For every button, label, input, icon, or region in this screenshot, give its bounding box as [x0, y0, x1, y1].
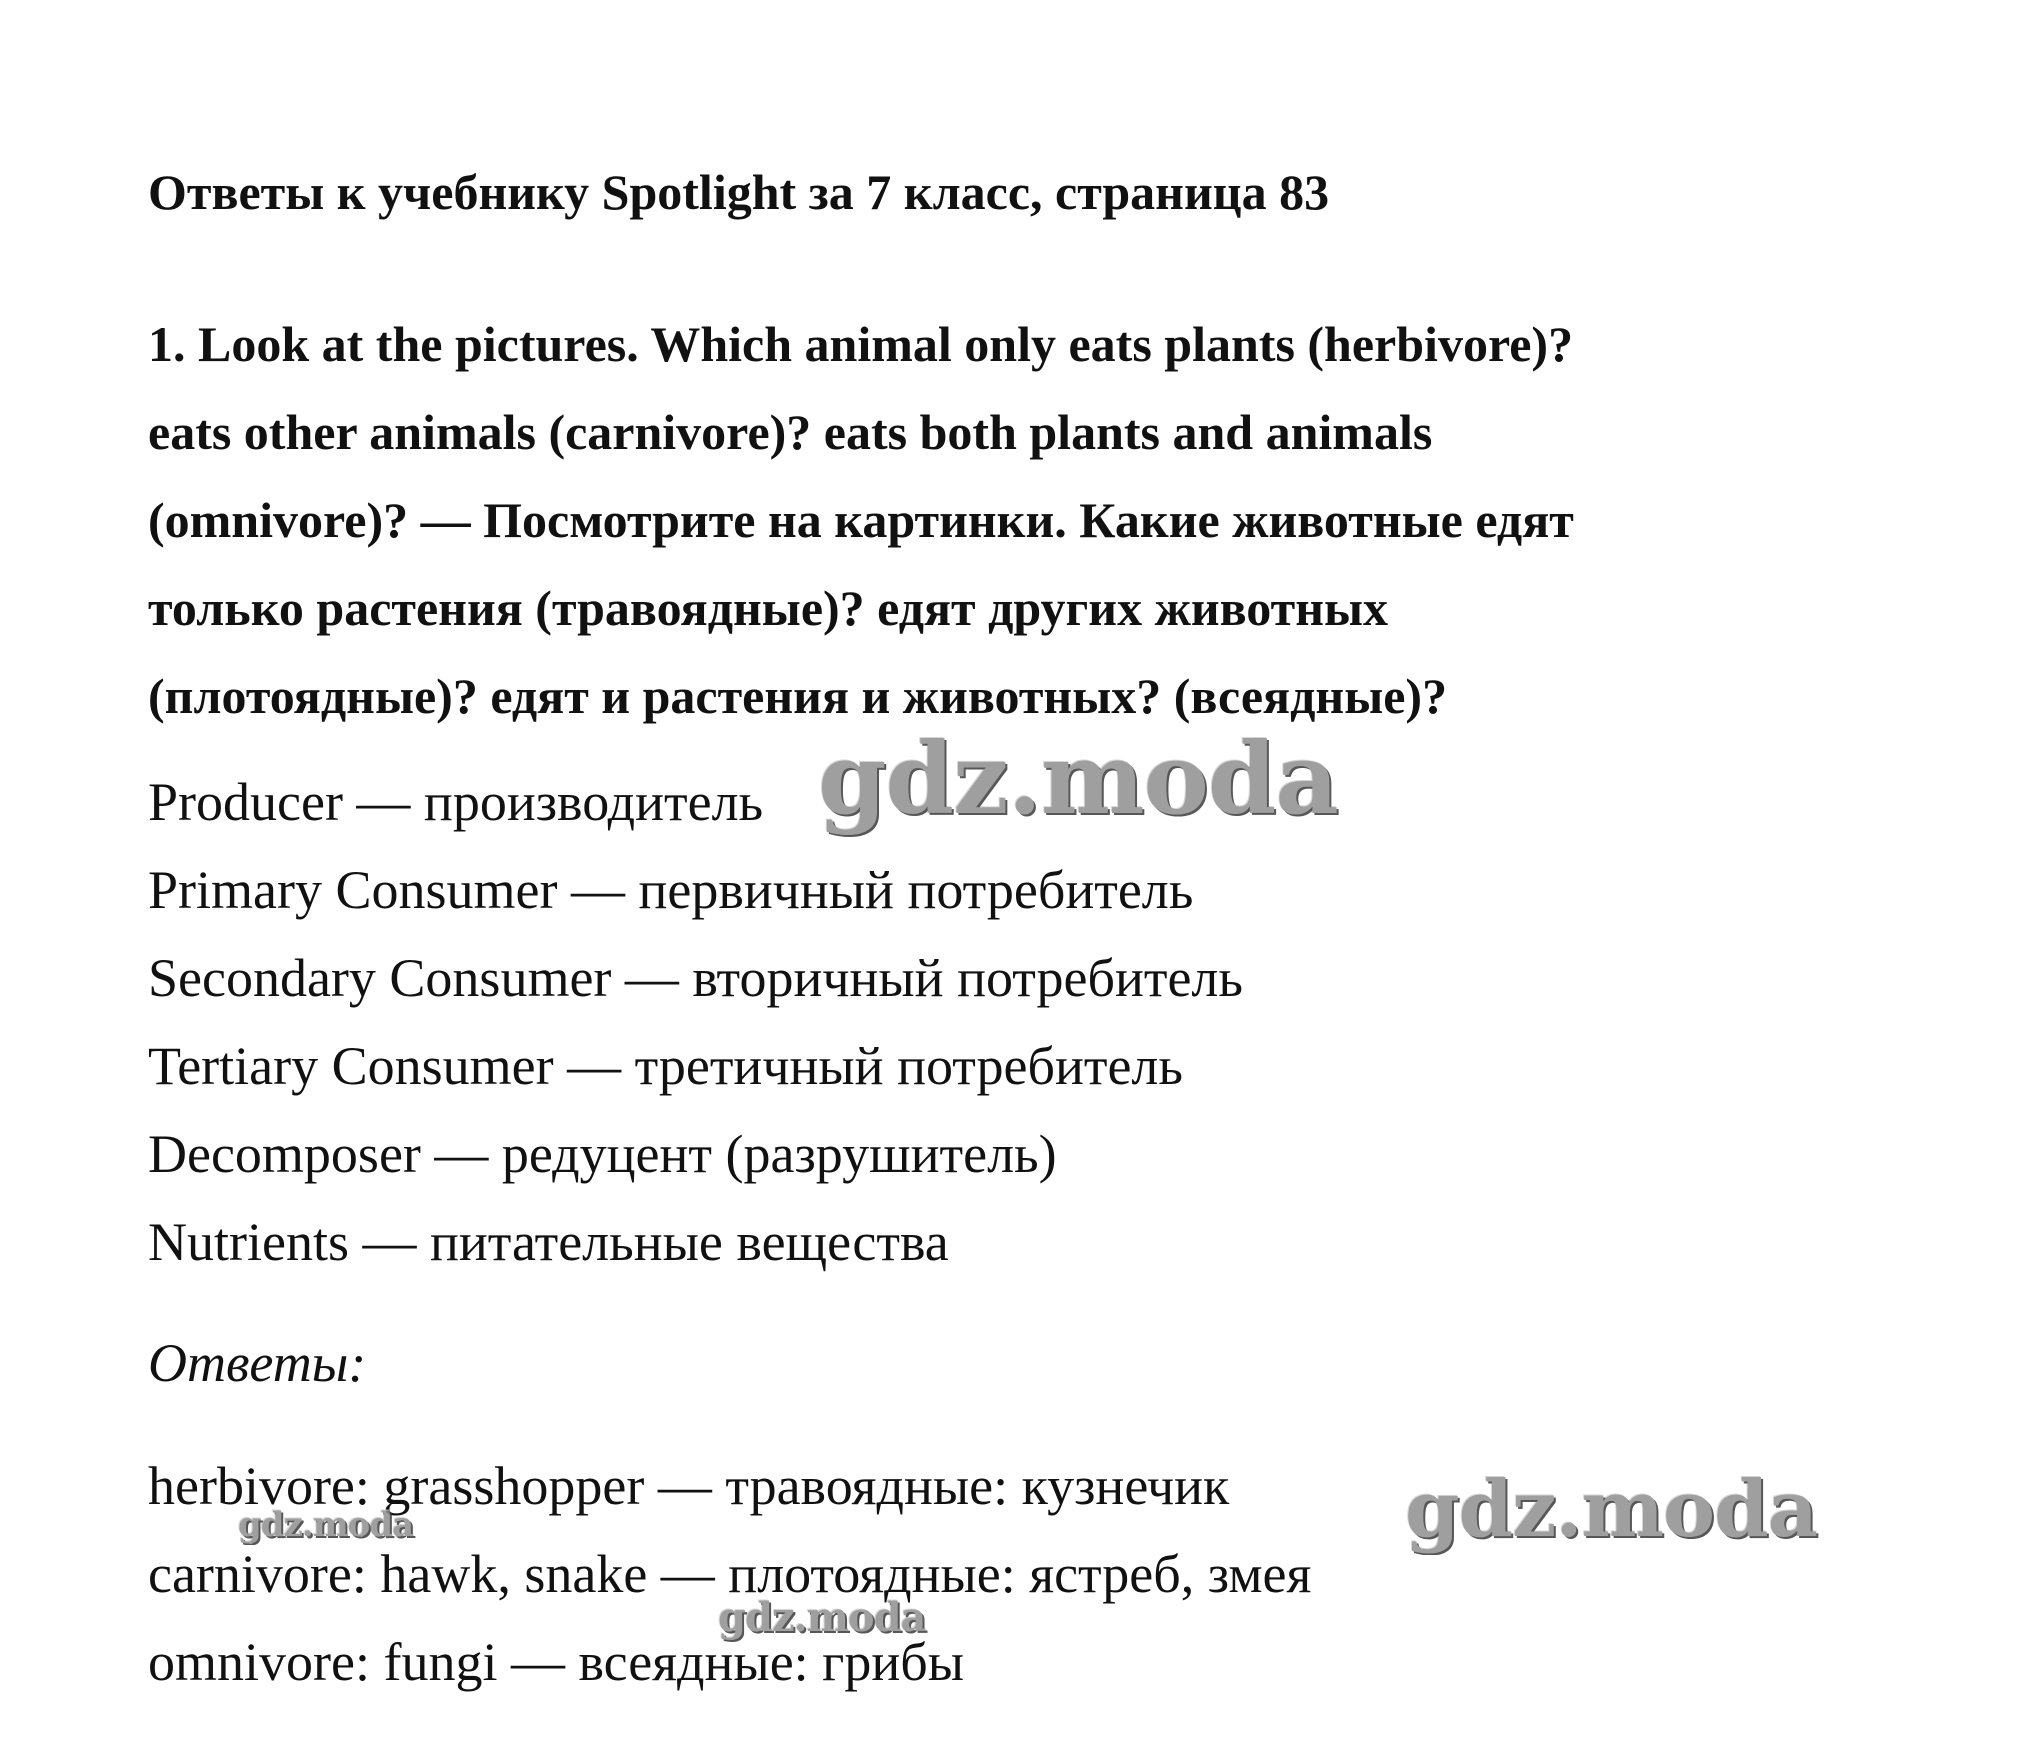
- vocabulary-item: Producer — производитель: [148, 772, 764, 832]
- answers-list: [148, 1442, 1311, 1706]
- answer-item: carnivore: hawk, snake — плотоядные: ястреб, змея: [148, 1544, 1312, 1604]
- task-question: [148, 300, 1908, 740]
- vocabulary-item: Tertiary Consumer — третичный потребитель: [148, 1036, 1183, 1096]
- answer-item: herbivore: grasshopper — травоядные: кузнечик: [148, 1456, 1230, 1516]
- answer-item: omnivore: fungi — всеядные: грибы: [148, 1632, 964, 1692]
- watermark: gdz.moda: [1405, 1464, 1818, 1555]
- task-line: 1. Look at the pictures. Which animal only eats plants (herbivore)?: [148, 316, 1574, 372]
- task-line: (плотоядные)? едят и растения и животных? (всеядные)?: [148, 668, 1448, 724]
- page-title: Ответы к учебнику Spotlight за 7 класс, страница 83: [148, 164, 1330, 220]
- vocabulary-item: Nutrients — питательные вещества: [148, 1212, 949, 1272]
- watermark: gdz.moda: [818, 722, 1338, 837]
- task-line: только растения (травоядные)? едят других животных: [148, 580, 1389, 636]
- vocabulary-item: Secondary Consumer — вторичный потребитель: [148, 948, 1244, 1008]
- answers-heading: Ответы:: [148, 1333, 367, 1393]
- task-line: eats other animals (carnivore)? eats both plants and animals: [148, 404, 1433, 460]
- vocabulary-item: Primary Consumer — первичный потребитель: [148, 860, 1194, 920]
- task-line: (omnivore)? — Посмотрите на картинки. Какие животные едят: [148, 492, 1574, 548]
- vocabulary-item: Decomposer — редуцент (разрушитель): [148, 1124, 1057, 1184]
- vocabulary-list: [148, 758, 1243, 1286]
- watermark: gdz.moda: [238, 1505, 414, 1545]
- watermark: gdz.moda: [718, 1594, 926, 1641]
